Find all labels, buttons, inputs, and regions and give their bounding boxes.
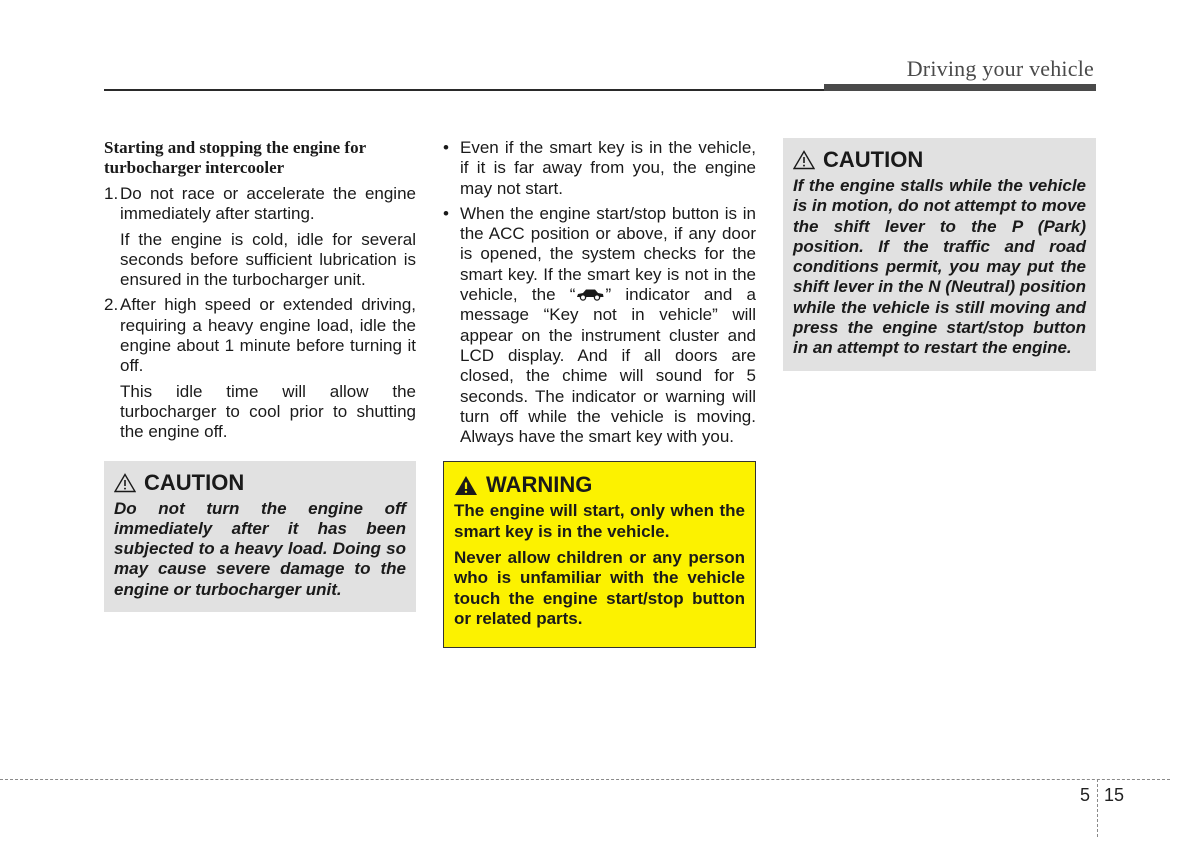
footer-page-separator [1097, 779, 1098, 837]
footer-divider [0, 779, 1170, 780]
numbered-item-1 [104, 184, 416, 225]
bullet-text: Even if the smart key is in the vehicle, if it is far away from you, the engine may not start. [460, 138, 756, 198]
warning-triangle-icon [454, 475, 478, 496]
warning-paragraph: The engine will start, only when the smart key is in the vehicle. [454, 501, 745, 541]
bullet-text [460, 204, 756, 448]
column-middle [443, 138, 756, 648]
warning-box [443, 461, 756, 648]
item-text: Do not race or accelerate the engine immediately after starting. [120, 184, 416, 224]
bullet-item-2 [443, 204, 756, 448]
caution-title [793, 146, 1086, 174]
bullet-mark: • [443, 138, 449, 157]
item-number: 1. [104, 184, 119, 203]
bullet-text-part: When the engine start/stop button is in the ACC position or above, if any door is opened, the system checks for the smart key. If the smart key is not in the vehicle, the “ [460, 203, 756, 305]
car-key-indicator-icon [575, 287, 605, 301]
item-subparagraph: If the engine is cold, idle for several seconds before sufficient lubrication is ensured in the turbocharger unit. [120, 229, 416, 290]
bullet-text-part: ” indicator and a message “Key not in vehicle” will appear on the instrument cluster and LCD display. And if all doors are closed, the chime will sound for 5 seconds. The indicator or warning will turn off while the vehicle is moving. Always have the smart key with you. [460, 285, 756, 447]
bullet-item-1 [443, 138, 756, 199]
item-number: 2. [104, 295, 119, 315]
caution-label: CAUTION [144, 469, 245, 495]
warning-title [454, 471, 745, 499]
header-rule [104, 89, 824, 91]
page-number: 15 [1104, 785, 1125, 805]
caution-title [114, 469, 406, 497]
caution-text: Do not turn the engine off immediately after it has been subjected to a heavy load. Doing so may cause severe damage to the engine or turbocharger unit. [114, 498, 406, 599]
warning-paragraph: Never allow children or any person who is unfamiliar with the vehicle touch the engine start/stop button or related parts. [454, 548, 745, 628]
numbered-item-2 [104, 295, 416, 376]
chapter-number: 5 [1080, 785, 1091, 805]
page-header-title: Driving your vehicle [906, 56, 1094, 81]
item-subparagraph: This idle time will allow the turbocharger to cool prior to shutting the engine off. [120, 381, 416, 442]
caution-label: CAUTION [823, 147, 924, 172]
caution-box [104, 461, 416, 612]
caution-box [783, 138, 1096, 371]
section-heading: Starting and stopping the engine for turbocharger intercooler [104, 138, 366, 177]
caution-triangle-icon [114, 473, 136, 493]
header-rule-accent [824, 84, 1096, 91]
bullet-mark: • [443, 203, 449, 223]
caution-text: If the engine stalls while the vehicle is in motion, do not attempt to move the shift lever to the P (Park) position. If the traffic and road conditions permit, you may put the shift lever in the N (Neutral) position while the vehicle is still moving and press the engine start/stop button in an attempt to restart the engine. [793, 176, 1086, 358]
warning-label: WARNING [486, 472, 593, 498]
caution-triangle-icon [793, 150, 815, 170]
column-left [104, 138, 416, 612]
column-right [783, 138, 1096, 371]
item-text: After high speed or extended driving, requiring a heavy engine load, idle the engine about 1 minute before turning it off. [120, 295, 416, 376]
